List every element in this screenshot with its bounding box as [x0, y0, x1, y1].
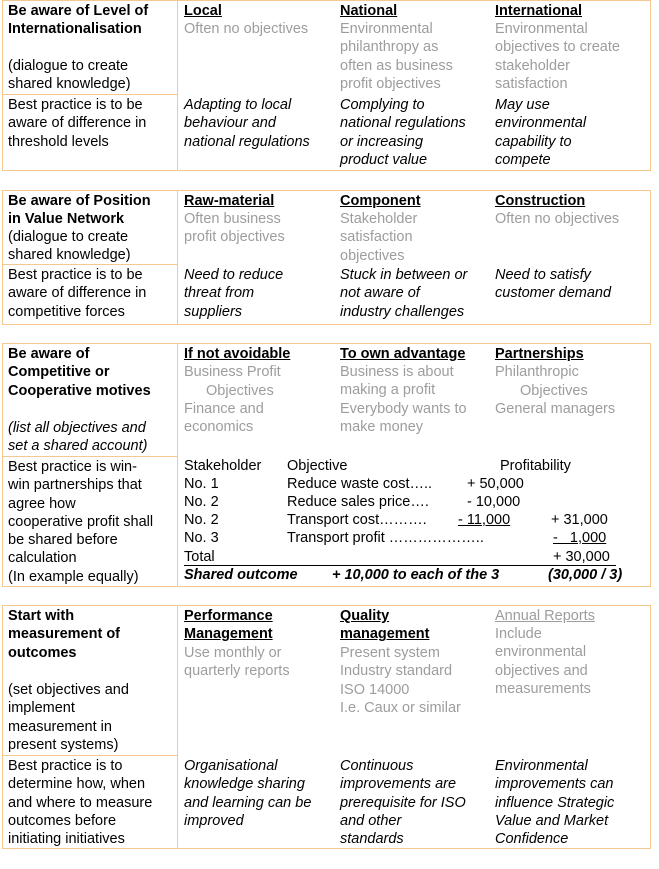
section-internationalisation: [2, 0, 651, 171]
column-heading: Performance Management: [184, 608, 273, 643]
column-description: Stakeholder satisfaction objectives: [340, 211, 418, 264]
section-note: (list all objectives and set a shared account): [8, 420, 148, 455]
column-heading: To own advantage: [340, 346, 466, 362]
column-description: Often no objectives: [495, 211, 620, 227]
column-description: Finance and economics: [184, 401, 264, 436]
column-description: Environmental objectives to create stakeholder satisfaction: [495, 21, 620, 92]
best-practice-text: Best practice is win- win partnerships that agree how cooperative profit shall be shared before calculation (In example equally): [8, 459, 154, 585]
table-header-profitability: Profitability: [500, 458, 571, 474]
divider: [2, 755, 178, 756]
column-practice: May use environmental capability to compete: [495, 97, 587, 168]
column-practice: Organisational knowledge sharing and learning can be improved: [184, 758, 312, 829]
shared-outcome-text: + 10,000 to each of the 3: [332, 567, 500, 583]
table-row-value: - 11,000: [458, 512, 511, 528]
column-description: Environmental philanthropy as often as business profit objectives: [340, 21, 453, 92]
column-description: Often business profit objectives: [184, 211, 285, 246]
section-motives: [2, 343, 651, 587]
best-practice-text: Best practice is to be aware of difference in threshold levels: [8, 97, 147, 150]
column-heading: Quality management: [340, 608, 430, 643]
column-heading: Partnerships: [495, 346, 584, 362]
column-description: Use monthly or quarterly reports: [184, 645, 290, 680]
column-description: Include environmental objectives and measurements: [495, 626, 591, 697]
table-row-total: - 1,000: [553, 530, 607, 546]
divider: [2, 456, 178, 457]
table-row-objective: Transport profit ………………..: [287, 530, 484, 546]
table-row-stakeholder: No. 3: [184, 530, 219, 546]
column-heading: National: [340, 3, 398, 19]
table-header-stakeholder: Stakeholder: [184, 458, 262, 474]
table-row-value: - 10,000: [467, 494, 521, 510]
table-row-total: + 31,000: [551, 512, 608, 528]
column-heading: Annual Reports: [495, 608, 595, 624]
section-note: (dialogue to create shared knowledge): [8, 229, 131, 264]
best-practice-text: Best practice is to be aware of difference in competitive forces: [8, 267, 147, 320]
table-row-objective: Reduce sales price….: [287, 494, 429, 510]
section-value-network: [2, 190, 651, 325]
column-practice: Need to satisfy customer demand: [495, 267, 612, 302]
column-practice: Continuous improvements are prerequisite for ISO and other standards: [340, 758, 466, 848]
table-row-stakeholder: No. 2: [184, 494, 219, 510]
section-title: Start with measurement of outcomes: [8, 608, 121, 661]
table-row-objective: Transport cost……….: [287, 512, 427, 528]
section-title: Be aware of Competitive or Cooperative motives: [8, 346, 151, 399]
section-title: Be aware of Position in Value Network: [8, 193, 151, 228]
column-description: Present system Industry standard ISO 14000 I.e. Caux or similar: [340, 645, 461, 716]
column-practice: Complying to national regulations or increasing product value: [340, 97, 466, 168]
column-practice: Adapting to local behaviour and national regulations: [184, 97, 310, 150]
column-practice: Need to reduce threat from suppliers: [184, 267, 284, 320]
column-description: General managers: [495, 401, 616, 417]
table-row-value: + 50,000: [467, 476, 524, 492]
section-title: Be aware of Level of Internationalisation: [8, 3, 149, 38]
table-total-value: + 30,000: [553, 549, 610, 565]
column-heading: Raw-material: [184, 193, 275, 209]
section-note: (set objectives and implement measurement in present systems): [8, 682, 129, 753]
column-heading: Construction: [495, 193, 586, 209]
best-practice-text: Best practice is to determine how, when and where to measure outcomes before initiating initiatives: [8, 758, 153, 848]
column-description: Business is about making a profit Everybody wants to make money: [340, 364, 467, 435]
table-row-objective: Reduce waste cost…..: [287, 476, 433, 492]
section-measurement: [2, 605, 651, 849]
table-row-stakeholder: No. 1: [184, 476, 219, 492]
table-total-label: Total: [184, 549, 215, 565]
shared-outcome-label: Shared outcome: [184, 567, 298, 583]
column-heading: If not avoidable: [184, 346, 291, 362]
column-heading: Component: [340, 193, 421, 209]
column-description: Objectives: [206, 383, 274, 399]
divider: [2, 94, 178, 95]
column-practice: Environmental improvements can influence Strategic Value and Market Confidence: [495, 758, 615, 848]
table-row-stakeholder: No. 2: [184, 512, 219, 528]
shared-outcome-calc: (30,000 / 3): [548, 567, 623, 583]
column-heading: Local: [184, 3, 222, 19]
column-description: Objectives: [520, 383, 588, 399]
section-note: (dialogue to create shared knowledge): [8, 58, 131, 93]
column-heading: International: [495, 3, 583, 19]
column-description: Often no objectives: [184, 21, 309, 37]
column-practice: Stuck in between or not aware of industry challenges: [340, 267, 468, 320]
column-description: Philanthropic: [495, 364, 579, 380]
column-description: Business Profit: [184, 364, 281, 380]
table-header-objective: Objective: [287, 458, 348, 474]
